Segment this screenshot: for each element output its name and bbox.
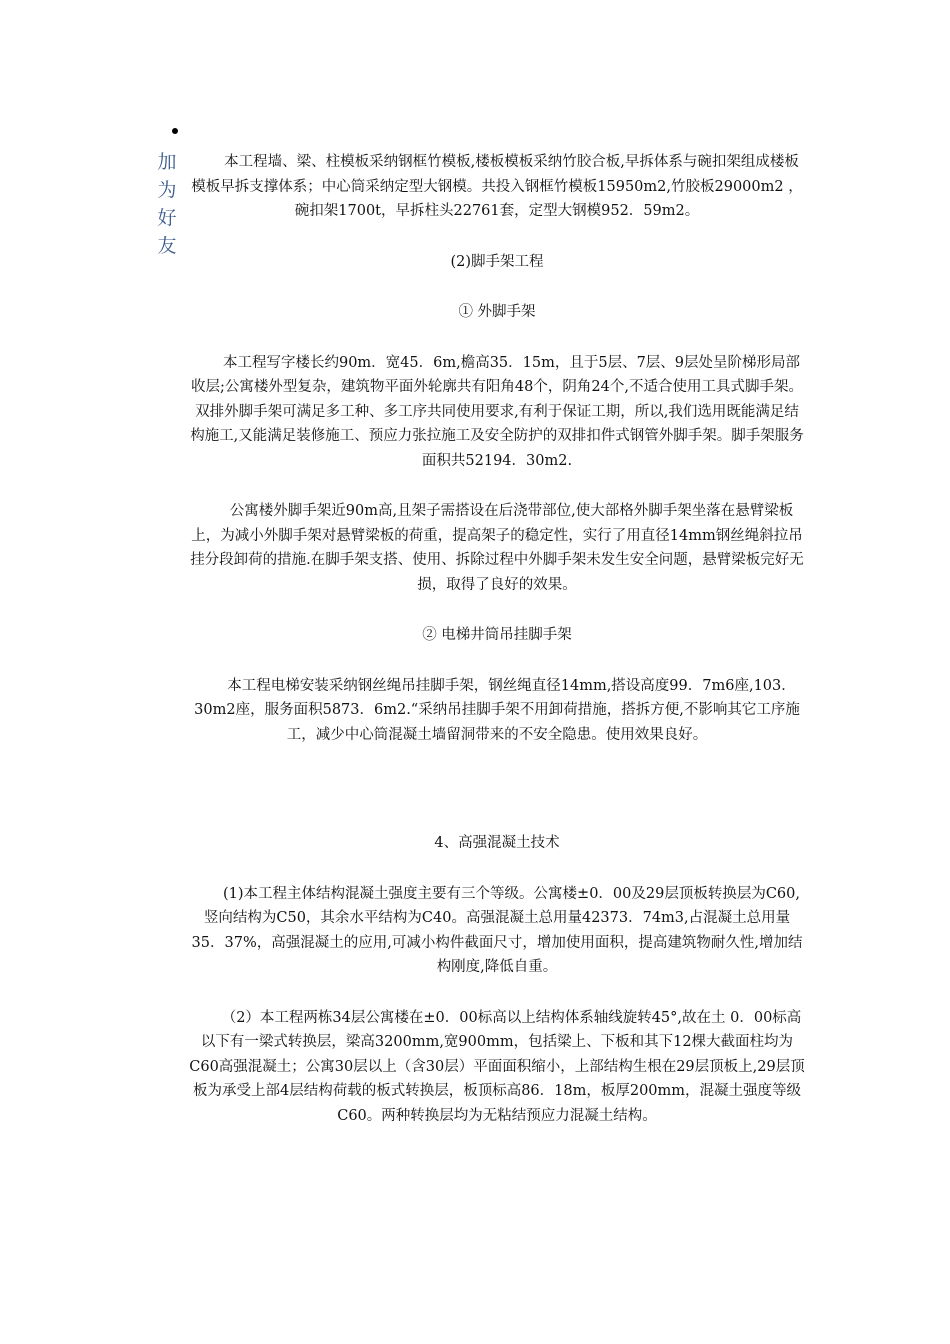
add-friend-note [152,148,182,260]
side-note-char: 友 [157,235,177,257]
paragraph-transfer-floor: （2）本工程两栋34层公寓楼在±0．00标高以上结构体系轴线旋转45°,故在土 0．00标高以下有一梁式转换层，梁高3200mm,宽900mm，包括梁上、下板和其下12棵大截面柱均为C60高强混凝土；公寓30层以上（含30层）平面面积缩小，上部结构生根在29层顶板上,29层顶板为承受上部4层结构荷载的板式转换层，板顶标高86．18m，板厚200mm，混凝土强度等级C60。两种转换层均为无粘结预应力混凝土结构。 [189,1009,805,1124]
side-note-char: 加 [157,151,177,173]
document-body [188,150,806,1154]
paragraph-elevator-scaffold: 本工程电梯安装采纳钢丝绳吊挂脚手架，钢丝绳直径14mm,搭设高度99．7m6座,103．30m2座，服务面积5873．6m2.“采纳吊挂脚手架不用卸荷措施，搭拆方便,不影响其它工序施工，减少中心筒混凝土墙留洞带来的不安全隐患。使用效果良好。 [194,677,800,743]
heading-scaffold: (2)脚手架工程 [450,253,544,270]
section-gap [188,773,806,831]
paragraph-formwork: 本工程墙、梁、柱模板采纳钢框竹模板,楼板模板采纳竹胶合板,早拆体系与碗扣架组成楼板模板早拆支撑体系；中心筒采纳定型大钢模。共投入钢框竹模板15950m2,竹胶板29000m2 ，碗扣架1700t，早拆柱头22761套，定型大钢模952．59m2。 [191,154,803,219]
paragraph-apartment-scaffold: 公寓楼外脚手架近90m高,且架子需搭设在后浇带部位,使大部格外脚手架坐落在悬臂梁板上，为减小外脚手架对悬臂梁板的荷重，提高架子的稳定性，实行了用直径14mm钢丝绳斜拉吊挂分段卸荷的措施.在脚手架支搭、使用、拆除过程中外脚手架未发生安全问题，悬臂梁板完好无损，取得了良好的效果。 [190,503,804,593]
heading-high-strength-concrete: 4、高强混凝土技术 [434,835,560,851]
heading-elevator-scaffold: ② 电梯井筒吊挂脚手架 [422,627,572,643]
list-bullet [172,128,178,134]
paragraph-outer-scaffold: 本工程写字楼长约90m．宽45．6m,檐高35．15m，且于5层、7层、9层处呈阶梯形局部收层;公寓楼外型复杂，建筑物平面外轮廓共有阳角48个，阴角24个,不适合使用工具式脚手架。双排外脚手架可满足多工种、多工序共同使用要求,有利于保证工期，所以,我们选用既能满足结构施工,又能满足装修施工、预应力张拉施工及安全防护的双排扣件式钢管外脚手架。脚手架服务面积共52194．30m2. [190,354,804,469]
paragraph-concrete-grades: (1)本工程主体结构混凝土强度主要有三个等级。公寓楼±0．00及29层顶板转换层为C60,竖向结构为C50，其余水平结构为C40。高强混凝土总用量42373．74m3,占混凝土总用量35．37%，高强混凝土的应用,可减小构件截面尺寸，增加使用面积，提高建筑物耐久性,增加结构刚度,降低自重。 [191,885,803,975]
side-note-char: 好 [157,207,177,229]
heading-outer-scaffold: ① 外脚手架 [458,304,536,320]
side-note-char: 为 [157,179,177,201]
